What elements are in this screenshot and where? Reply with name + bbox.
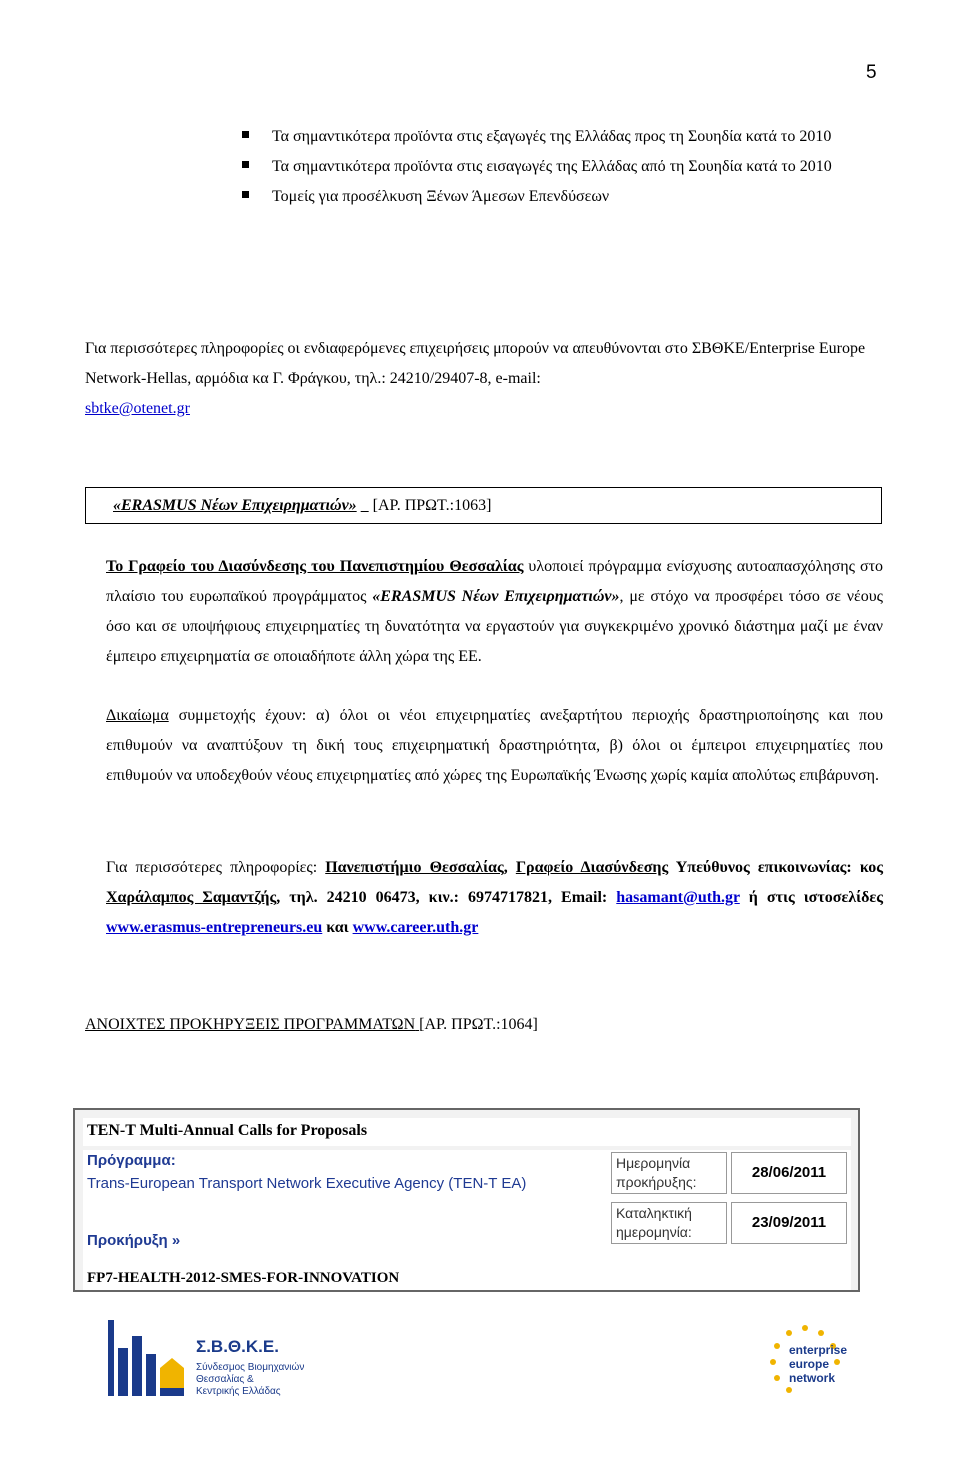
calls-box-body <box>83 1150 851 1270</box>
deadline-date: 23/09/2011 <box>731 1202 847 1244</box>
svg-text:enterprise: enterprise <box>789 1343 848 1357</box>
svg-text:Σ.Β.Θ.Κ.Ε.: Σ.Β.Θ.Κ.Ε. <box>196 1337 279 1356</box>
agency-name: Trans-European Transport Network Executive Agency (TEN-T EA) <box>87 1175 527 1192</box>
section-heading-calls <box>85 1016 538 1034</box>
svg-text:Σύνδεσμος Βιομηχανιών: Σύνδεσμος Βιομηχανιών <box>196 1362 305 1373</box>
list-item: Τα σημαντικότερα προϊόντα στις εξαγωγές της Ελλάδας προς τη Σουηδία κατά το 2010 <box>236 122 886 152</box>
calls-box <box>73 1108 860 1292</box>
program-name: «ERASMUS Νέων Επιχειρηματιών» <box>372 588 620 605</box>
svg-text:network: network <box>789 1371 836 1385</box>
eligibility-paragraph: Δικαίωμα συμμετοχής έχουν: α) όλοι οι νέοι επιχειρηματίες ανεξαρτήτου περιοχής δραστηριοποίησης και που επιθυμούν να αναπτύξουν τη δική τους επιχειρηματική δραστηριότητα, β) όλοι οι έμπειροι επιχειρηματίες που επιθυμούν να υποδεχθούν νέους επιχειρηματίες από χώρες της Ευρωπαϊκής Ένωσης χωρίς καμία απολύτως επιβάρυνση. <box>106 707 883 784</box>
program-label: Πρόγραμμα: <box>87 1152 176 1169</box>
section-title: ΑΝΟΙΧΤΕΣ ΠΡΟΚΗΡΥΞΕΙΣ ΠΡΟΓΡΑΜΜΑΤΩΝ <box>85 1016 416 1033</box>
deadline-label: Καταληκτική ημερομηνία: <box>611 1202 727 1244</box>
svg-text:Θεσσαλίας &: Θεσσαλίας & <box>196 1374 254 1385</box>
section-heading-erasmus <box>85 487 882 524</box>
email-link[interactable]: sbtke@otenet.gr <box>85 400 190 417</box>
website-link[interactable]: www.erasmus-entrepreneurs.eu <box>106 919 323 936</box>
erasmus-paragraph: Το Γραφείο του Διασύνδεσης του Πανεπιστημίου Θεσσαλίας υλοποιεί πρόγραμμα ενίσχυσης αυτοαπασχόλησης στο πλαίσιο του ευρωπαϊκού προγράμματος «ERASMUS Νέων Επιχειρηματιών», με στόχο να προσφέρει τόσο σε νέους όσο και σε υποψήφιους επιχειρηματίες τη δυνατότητα να εργαστούν για συγκεκριμένο χρονικό διάστημα μαζί με έναν έμπειρο επιχειρηματία σε οποιαδήποτε άλλη χώρα της ΕΕ. <box>106 558 884 665</box>
protocol-ref: [ΑΡ. ΠΡΩΤ.:1063] <box>372 497 492 514</box>
section-title: «ERASMUS Νέων Επιχειρηματιών» <box>113 497 357 514</box>
page-number: 5 <box>866 62 877 83</box>
sbtke-logo <box>108 1318 338 1398</box>
announce-date-label: Ημερομηνία προκήρυξης: <box>611 1152 727 1194</box>
calls-box-footer: FP7-HEALTH-2012-SMES-FOR-INNOVATION <box>83 1268 851 1290</box>
protocol-ref: [ΑΡ. ΠΡΩΤ.:1064] <box>419 1016 538 1033</box>
announce-date: 28/06/2011 <box>731 1152 847 1194</box>
website-link[interactable]: www.career.uth.gr <box>352 919 479 936</box>
call-link[interactable]: Προκήρυξη » <box>87 1232 181 1249</box>
square-bullet-icon <box>242 191 249 198</box>
square-bullet-icon <box>242 131 249 138</box>
email-link[interactable]: hasamant@uth.gr <box>616 889 740 906</box>
calls-box-title: TEN-T Multi-Annual Calls for Proposals <box>83 1118 851 1146</box>
enterprise-europe-network-logo <box>755 1320 855 1410</box>
svg-text:europe: europe <box>789 1357 830 1371</box>
bullet-list <box>236 122 886 212</box>
list-item: Τομείς για προσέλκυση Ξένων Άμεσων Επενδύσεων <box>236 182 886 212</box>
info-paragraph: Για περισσότερες πληροφορίες οι ενδιαφερόμενες επιχειρήσεις μπορούν να απευθύνονται στο ΣΒΘΚΕ/Enterprise Europe Network-Hellas, αρμόδια κα Γ. Φράγκου, τηλ.: 24210/29407-8, e-mail: sbtke@otenet.gr <box>85 340 866 417</box>
square-bullet-icon <box>242 161 249 168</box>
org-name: Το Γραφείο του Διασύνδεσης του Πανεπιστημίου Θεσσαλίας <box>106 558 524 575</box>
contact-paragraph: Για περισσότερες πληροφορίες: Πανεπιστήμιο Θεσσαλίας, Γραφείο Διασύνδεσης Υπεύθυνος επικοινωνίας: κος Χαράλαμπος Σαμαντζής, τηλ. 24210 06473, κιν.: 6974717821, Email: hasamant@uth.gr ή στις ιστοσελίδες www.erasmus-entrepreneurs.eu και www.career.uth.gr <box>106 859 884 936</box>
list-item: Τα σημαντικότερα προϊόντα στις εισαγωγές της Ελλάδας από τη Σουηδία κατά το 2010 <box>236 152 886 182</box>
svg-text:Κεντρικής Ελλάδας: Κεντρικής Ελλάδας <box>196 1386 281 1397</box>
